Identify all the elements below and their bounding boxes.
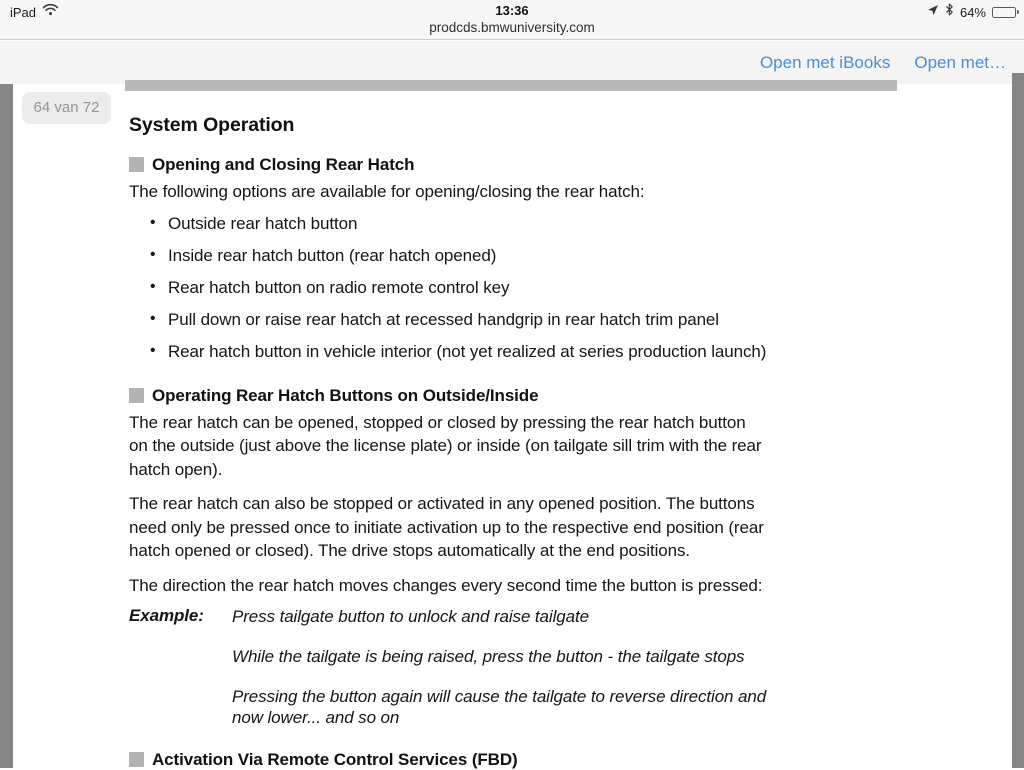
bullet-item-text: Pull down or raise rear hatch at recessed handgrip in rear hatch trim panel [168,310,719,329]
battery-percent: 64% [960,5,986,20]
page-number-badge: 64 van 72 [22,92,111,124]
example-item [232,686,766,728]
example-line: While the tailgate is being raised, press the button - the tailgate stops [232,646,766,667]
bullet-item-text: Outside rear hatch button [168,214,357,233]
bullet-item [129,212,909,235]
bullet-item [129,340,909,363]
section-marker-icon [129,752,144,767]
battery-icon [992,7,1016,18]
bullet-icon: • [150,307,156,330]
pdf-page-content [129,113,909,770]
paragraph [129,180,909,204]
bullet-item-text: Inside rear hatch button (rear hatch opened) [168,246,496,265]
paragraph-line: The direction the rear hatch moves changes every second time the button is pressed: [129,574,909,598]
example-line: Press tailgate button to unlock and raise tailgate [232,606,766,627]
clock: 13:36 [0,3,1024,18]
bullet-item-text: Rear hatch button in vehicle interior (not yet realized at series production launch) [168,342,766,361]
paragraph-line: hatch open). [129,458,909,482]
section-heading-label: Operating Rear Hatch Buttons on Outside/Inside [152,386,538,405]
device-label: iPad [10,5,36,20]
location-arrow-icon [927,3,939,21]
status-bar [0,0,1024,40]
example-items [232,606,766,728]
paragraph-line: need only be pressed once to initiate activation up to the respective end position (rear [129,516,909,540]
paragraph [129,411,909,482]
paragraph-line: The following options are available for opening/closing the rear hatch: [129,180,909,204]
bullet-icon: • [150,275,156,298]
page-title: System Operation [129,113,909,137]
bullet-item [129,276,909,299]
paragraph [129,492,909,563]
paragraph-line: hatch opened or closed). The drive stops automatically at the end positions. [129,539,909,563]
paragraph [129,574,909,598]
open-in-more-button[interactable]: Open met… [914,53,1006,73]
paragraph-line: The rear hatch can also be stopped or activated in any opened position. The buttons [129,492,909,516]
address-bar[interactable]: prodcds.bmwuniversity.com [0,20,1024,35]
pdf-page-edge-bar [125,80,897,91]
example-line: now lower... and so on [232,707,766,728]
section-marker-icon [129,157,144,172]
bullet-item-text: Rear hatch button on radio remote control key [168,278,509,297]
bullet-icon: • [150,211,156,234]
section-heading-label: Activation Via Remote Control Services (FBD) [152,750,518,769]
paragraph-line: on the outside (just above the license plate) or inside (on tailgate sill trim with the rear [129,434,909,458]
bluetooth-icon [945,3,954,21]
bullet-icon: • [150,339,156,362]
example-item [232,646,766,667]
bullet-item [129,308,909,331]
bullet-list [129,212,909,363]
bullet-item [129,244,909,267]
example-line: Pressing the button again will cause the tailgate to reverse direction and [232,686,766,707]
example-label: Example: [129,606,232,728]
section-heading [129,155,909,175]
content-blocks [129,155,909,770]
viewer-background-left [0,84,13,768]
example-block [129,606,909,728]
section-heading-label: Opening and Closing Rear Hatch [152,155,414,174]
viewer-background-right[interactable] [1012,73,1024,768]
section-heading [129,750,909,770]
bullet-icon: • [150,243,156,266]
paragraph-line: The rear hatch can be opened, stopped or closed by pressing the rear hatch button [129,411,909,435]
example-item [232,606,766,627]
section-marker-icon [129,388,144,403]
open-with-toolbar [0,41,1024,84]
open-in-ibooks-button[interactable]: Open met iBooks [760,53,890,73]
section-heading [129,386,909,406]
